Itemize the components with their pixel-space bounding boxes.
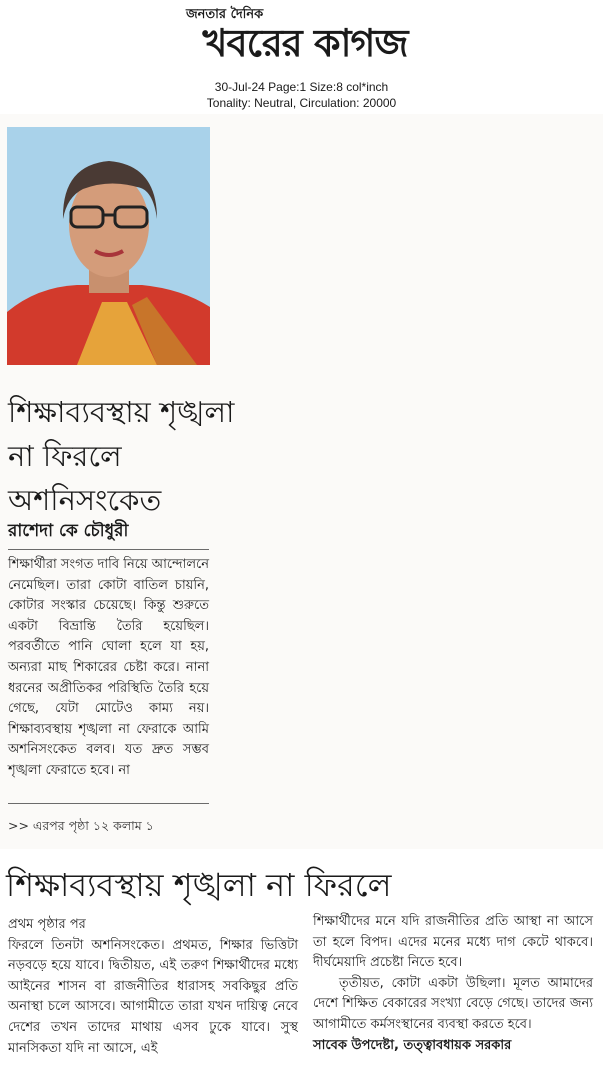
divider xyxy=(8,549,209,550)
clip-meta-date: 30-Jul-24 Page:1 Size:8 col*inch xyxy=(214,80,389,94)
continuation-column-right xyxy=(313,912,593,1056)
continuation-headline: শিক্ষাব্যবস্থায় শৃঙ্খলা না ফিরলে xyxy=(6,866,392,904)
author-photo xyxy=(7,127,210,365)
continuation-text-right-1: শিক্ষার্থীদের মনে যদি রাজনীতির প্রতি আস্থা না আসে তা হলে বিপদ। এদের মনের মধ্যে দাগ কেটে থাকবে। দীর্ঘমেয়াদি প্রচেষ্টা নিতে হবে। xyxy=(313,914,593,971)
article-headline: শিক্ষাব্যবস্থায় শৃঙ্খলা না ফিরলে অশনিসংকেত xyxy=(8,395,235,517)
author-portrait-image xyxy=(7,127,210,365)
continuation-column-left xyxy=(8,915,298,1059)
masthead-tagline: জনতার দৈনিক xyxy=(186,7,264,22)
masthead xyxy=(0,0,603,112)
continuation-text-left: ফিরলে তিনটা অশনিসংকেত। প্রথমত, শিক্ষার ভিত্তিটা নড়বড়ে হয়ে যাবে। দ্বিতীয়ত, এই তরুণ শিক্ষার্থীদের মধ্যে আইনের শাসন বা রাজনীতির ধারাসহ সবকিছুর প্রতি অনাস্থা চলে আসবে। আগামীতে তারা যখন দায়িত্ব নেবে দেশের তখন তাদের মাথায় এসব ঢুকে যাবে। সুস্থ মানসিকতা যদি না আসে, এই xyxy=(8,937,298,1056)
clip-meta-tonality: Tonality: Neutral, Circulation: 20000 xyxy=(206,96,397,110)
continuation-text-right-2: তৃতীয়ত, কোটা একটা উছিলা। মূলত আমাদের দেশে শিক্ষিত বেকারের সংখ্যা বেড়ে গেছে। তাদের জন্য আগামীতে কর্মসংস্থানের ব্যবস্থা করতে হবে। xyxy=(313,975,593,1032)
paper-name-logo: খবরের কাগজ xyxy=(202,21,408,65)
continued-jump-line: >> এরপর পৃষ্ঠা ১২ কলাম ১ xyxy=(8,818,154,833)
article-byline: রাশেদা কে চৌধুরী xyxy=(8,521,129,541)
divider xyxy=(8,803,209,804)
article-body: শিক্ষার্থীরা সংগত দাবি নিয়ে আন্দোলনে নেমেছিল। তারা কোটা বাতিল চায়নি, কোটার সংস্কার চেয়েছে। কিন্তু শুরুতে একটা বিভ্রান্তি তৈরি হয়েছিল। পরবর্তীতে পানি ঘোলা হলে যা হয়, অন্যরা মাছ শিকারের চেষ্টা করে। নানা ধরনের অপ্রীতিকর পরিস্থিতি তৈরি হয়ে গেছে, যেটা মোটেও কাম্য নয়। শিক্ষাব্যবস্থায় শৃঙ্খলা না ফেরাকে আমি অশনিসংকেত বলব। যত দ্রুত সম্ভব শৃঙ্খলা ফেরাতে হবে। না xyxy=(8,557,209,778)
author-note: সাবেক উপদেষ্টা, তত্ত্বাবধায়ক সরকার xyxy=(313,1037,512,1053)
from-page-label: প্রথম পৃষ্ঠার পর xyxy=(8,917,86,932)
